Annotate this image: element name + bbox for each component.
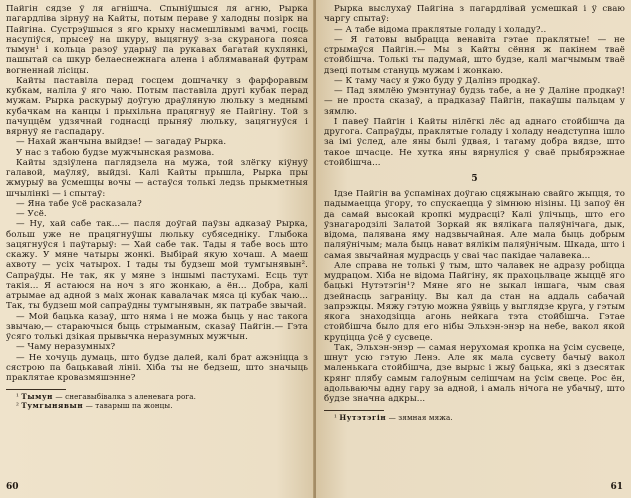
paragraph: — Ну, хай сабе так...— пасля доўгай паўзы адказаў Рырка, больш уже не працягнуўшы люльку субяседніку. Глыбока зацягнуўся і паўтарыў: — Хай сабе так. Тады я табе вось што скажу. У мяне чатыры жонкі. Выбірай якую хочаш. А маеш ахвоту — усіх чатырох. І тады ты будзеш мой тумгынявын². Сапраўды. Не так, як у мяне з іншымі пастухамі. Есць тут такія... Я астаюся на ноч з яго жонкаю, а ён... Добра, калі атрымае ад адной з маіх жонак кавалачак мяса ці кубак чаю... Так, ты будзеш мой сапраўдны тумгынявын, як патрабе звычай. [6,219,308,312]
footnote-text: — зямная мяжа. [386,413,453,423]
footnotes [6,392,308,410]
paragraph: — Пад зямлёю ўмэнтунаў будзь табе, а не ў Даліне продкаў! — не проста сказаў, а прадказаў Пайгін, пакаўшы пальцам у зямлю. [324,86,625,117]
paragraph: — Не хочуць думаць, што будзе далей, калі брат ажэніцца з сястрою па бацькавай лініі. Хіба ты не бедзеш, што значыць праклятае кровазмяшэнне? [6,352,308,383]
paragraph: — Я гатовы выбрацца венавіта гэтае праклятые! — не стрымаўся Пайгін.— Мы з Кайты сёння ж пакінем тваё стойбішча. Толькі ты падумай, што будзе, калі магчымым тваё дзеці потым стануць мужам і жонкаю. [324,34,625,76]
right-page [316,0,631,498]
paragraph: — Яна табе ўсё расказала? [16,198,142,209]
paragraph: — А табе відома праклятые голаду і холаду?.. [334,24,547,35]
footnote-term: Тумгынявын [21,401,84,411]
footnote-mark: ² [16,401,19,411]
paragraph: — Усё. [16,209,47,219]
paragraph: Так, Эльхэн-энэр — самая нерухомая кропка на ўсім сусвеце, шнут усю гэтую Ленэ. Але як мала сусвету бачыў вакол маленькага стойбішча, дзе вырыс і жыў бацька, які з дзесятак крянг плябу самым галоўным селішчам на ўсім свеце. Рос ён, адольваючы адну гару за адной, і амаль нічога не убачыў, што будзе значна адкры... [324,342,625,404]
footnote-term: Нутэтэгін [339,413,387,423]
paragraph: Ідзе Пайгін ва ўспамінах доўгаю сцяжынаю свайго жыцця, то падымаецца ўгору, то спускаецца ў зімнюю нізіны. Ці запоў ён да самай высокай кропкі мудрасці? Калі ўлічыць, што его ўзнагародзілі Залатой Зоркай як вялікага паляўнічага, дык, відома, палявана яму надзвычайная. Але мала быць добрым паляўнічым; мала быць нават вялікім паляўнічым. Шкада, што і самая звычайная мудрасць у сваі час пакідае чалавека... [324,189,625,261]
footnote-text: — снегавыбівалка з аленевага рога. [53,392,197,402]
left-page [0,0,314,498]
left-page-text [6,4,308,383]
footnote-rule [324,410,384,411]
paragraph: Пайгін сядзе ў ля агнішча. Спыніўшыся ля агню, Рырка пагардліва зірнуў на Кайты, потым пераве ў халодны позірк на Пайгіна. Сустрэўшыся з яго крыху насмешлівымі вачмі, госць насупіўся, прысеў на шкуру, выцягнуў з-за скуранога пояса тымун¹ і кольца разоў ударыў па рукавах багатай кухлянкі, пашытай са шкур белаеснежнага алена і аблямаванай футрам вогненнай лісіцы. [6,4,308,76]
paragraph: І павеў Пайгін і Кайты нілёгкі лёс ад аднаго стойбішча да другога. Сапраўды, праклятые голаду і холаду неадступна ішло за імі ўслед, але яны былі ўдвая, і тагаму добра вядзе, што такое шчасце. Не хутка яны вярнуліся ў сваё прыбярэжнае стойбішча... [324,116,625,168]
right-page-text [324,4,625,404]
footnote-term: Тымун [21,392,54,402]
chapter-number: 5 [471,174,478,184]
footnote [324,413,625,422]
page-number: 61 [610,482,623,492]
footnote-mark: ¹ [16,392,19,402]
page-number: 60 [6,482,19,492]
paragraph: У нас з табою будзе мужчынская размова. [16,147,215,158]
footnotes [324,413,625,422]
paragraph: — Нахай жанчына выйдзе! — загадаў Рырка. [16,137,227,148]
paragraph: — Чаму неразумных? [16,342,116,353]
paragraph: Рырка выслухаў Пайгіна з пагардлівай усмешкай і ў сваю чаргу спытаў: [324,4,625,25]
paragraph: Кайты паставіла перад госцем дошчачку з фарфоравым кубкам, наліла ў яго чаю. Потым паставіла другі кубак перад мужам. Рырка раскурыў доўгую драўляную люльку з меднымі кубачкам на канцы і прыхільна працягнуў яе Пайгіну. Той з пачуццём удзячнай годнасці прыняў люльку, зацягнуўся і вярнуў яе гаспадару. [6,75,308,137]
footnote-rule [6,389,66,390]
paragraph: Але справа не толькі ў тым, што чалавек не адразу робіцца мудрацом. Хіба не відома Пайгіну, як прахоцьлваце жыццё яго бацькі Нутэтэгін¹? Мяне яго не зыкал іншага, чым свая дзейнасць заграніцу. Вы кал да стан на аддаль сабачай запрэжцы. Мяжу гэтую можна ўявіць у выглядзе круга, у гэтым якога знаходзіцца агонь нейкага тэта стойбішча. Гэтае стойбішча было для его нібы Эльхэн-энэр на небе, вакол якой круціцца ўсё ў сусвеце. [324,260,625,343]
footnote [6,401,308,410]
paragraph: — К таму часу я ўжо буду ў Далінэ продкаў. [334,75,541,86]
footnote-text: — таварыш па жонцы. [83,401,173,411]
footnote-mark: ¹ [334,413,337,423]
paragraph: — Мой бацька казаў, што няма і не можа быць у нас такога звычаю,— стараючыся быць стрыманым, сказаў Пайгін.— Гэта ўсяго толькі дзікая прывычка неразумных мужчын. [6,311,308,342]
paragraph: Кайты здзіўлена паглядзела на мужа, той злёгку кіўнуў галавой, маўляў, выйдзі. Калі Кайты прышла, Рырка пры жмурыў ва ўсмешцы вочы — астаўся толькі ледзь прыкметныя шчылінкі — і спытаў: [6,157,308,199]
footnote [6,392,308,401]
